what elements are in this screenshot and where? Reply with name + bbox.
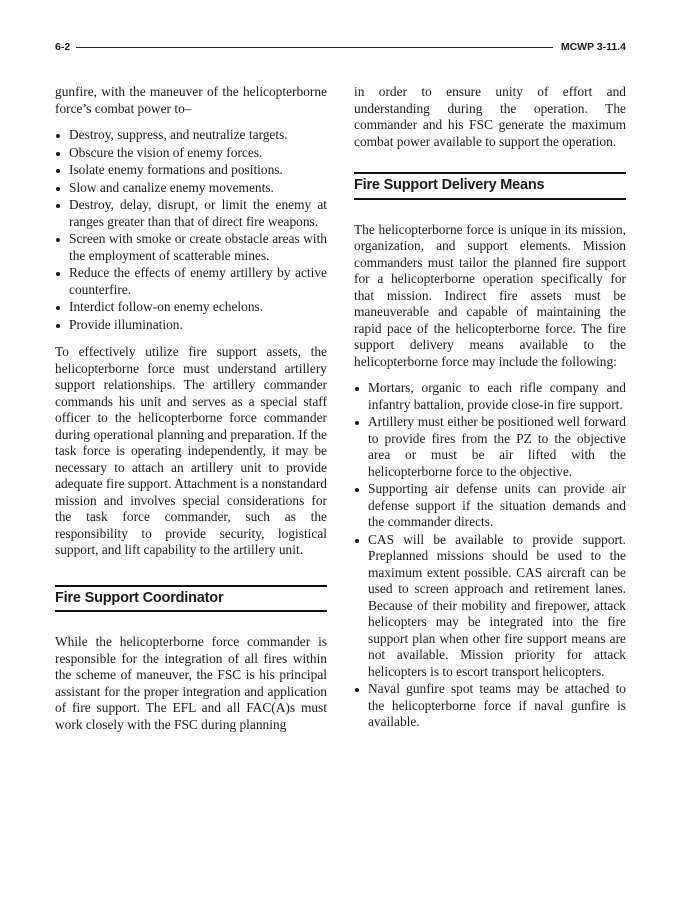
running-header bbox=[55, 39, 626, 55]
artillery-paragraph: To effectively utilize fire support assets, the helicopterborne force must understand artillery support relationships. The artillery commander commands his unit and serves as a special staff officer to the helicopterborne force commander during operational planning and preparation. If the task force is operating independently, it may be necessary to attach an artillery unit to provide adequate fire support. Attachment is a nonstandard mission and involves special considerations for the task force commander, such as the responsibility to provide security, logistical support, and lift capability to the artillery unit. bbox=[55, 344, 327, 557]
list-item: Mortars, organic to each rifle company and infantry battalion, provide close-in fire support. bbox=[354, 380, 626, 413]
list-item: Isolate enemy formations and positions. bbox=[55, 162, 327, 179]
list-item: Supporting air defense units can provide air defense support if the situation demands and the commander directs. bbox=[354, 481, 626, 531]
list-item: Provide illumination. bbox=[55, 317, 327, 334]
list-item: Naval gunfire spot teams may be attached to the helicopterborne force if naval gunfire is available. bbox=[354, 681, 626, 731]
list-item: Destroy, delay, disrupt, or limit the enemy at ranges greater than that of direct fire weapons. bbox=[55, 197, 327, 230]
list-item: Screen with smoke or create obstacle areas with the employment of scatterable mines. bbox=[55, 231, 327, 264]
list-item: Artillery must either be positioned well forward to provide fires from the PZ to the objective area or must be air lifted with the helicopterborne force to the objective. bbox=[354, 414, 626, 480]
objectives-list bbox=[55, 127, 327, 333]
list-item: CAS will be available to provide support. Preplanned missions should be used to the maximum extent possible. CAS aircraft can be used to screen approach and retirement lanes. Because of their mobility and firepower, attack helicopters may be integrated into the fire support plan when other fire support means are not available. Mission priority for attack helicopters is to escort transport helicopters. bbox=[354, 532, 626, 681]
delivery-means-list bbox=[354, 380, 626, 731]
intro-text: gunfire, with the maneuver of the helicopterborne force’s combat power to– bbox=[55, 84, 327, 116]
list-item: Destroy, suppress, and neutralize targets. bbox=[55, 127, 327, 144]
list-item: Slow and canalize enemy movements. bbox=[55, 180, 327, 197]
list-item: Obscure the vision of enemy forces. bbox=[55, 145, 327, 162]
section-heading-delivery-means: Fire Support Delivery Means bbox=[354, 172, 626, 200]
section-heading-fire-support-coordinator: Fire Support Coordinator bbox=[55, 585, 327, 613]
left-column bbox=[55, 84, 327, 733]
publication-id: MCWP 3-11.4 bbox=[560, 41, 626, 53]
page-number: 6-2 bbox=[55, 41, 71, 53]
right-column bbox=[354, 84, 626, 732]
list-item: Reduce the effects of enemy artillery by active counterfire. bbox=[55, 265, 327, 298]
list-item: Interdict follow-on enemy echelons. bbox=[55, 299, 327, 316]
fsc-paragraph: While the helicopterborne force commander is responsible for the integration of all fires within the scheme of maneuver, the FSC is his principal assistant for the proper integration and application of fire support. The EFL and all FAC(A)s must work closely with the FSC during planning bbox=[55, 634, 327, 732]
header-rule bbox=[76, 47, 553, 48]
delivery-means-paragraph: The helicopterborne force is unique in its mission, organization, and support elements. Mission commanders must tailor the planned fire support for a helicopterborne operation specifically for that mission. Indirect fire assets must be maneuverable and capable of maintaining the rapid pace of the helicopterborne force. The fire support delivery means available to the helicopterborne force may include the following: bbox=[354, 221, 626, 369]
continuation-text: in order to ensure unity of effort and understanding during the operation. The commander and his FSC generate the maximum combat power available to support the operation. bbox=[354, 84, 626, 149]
